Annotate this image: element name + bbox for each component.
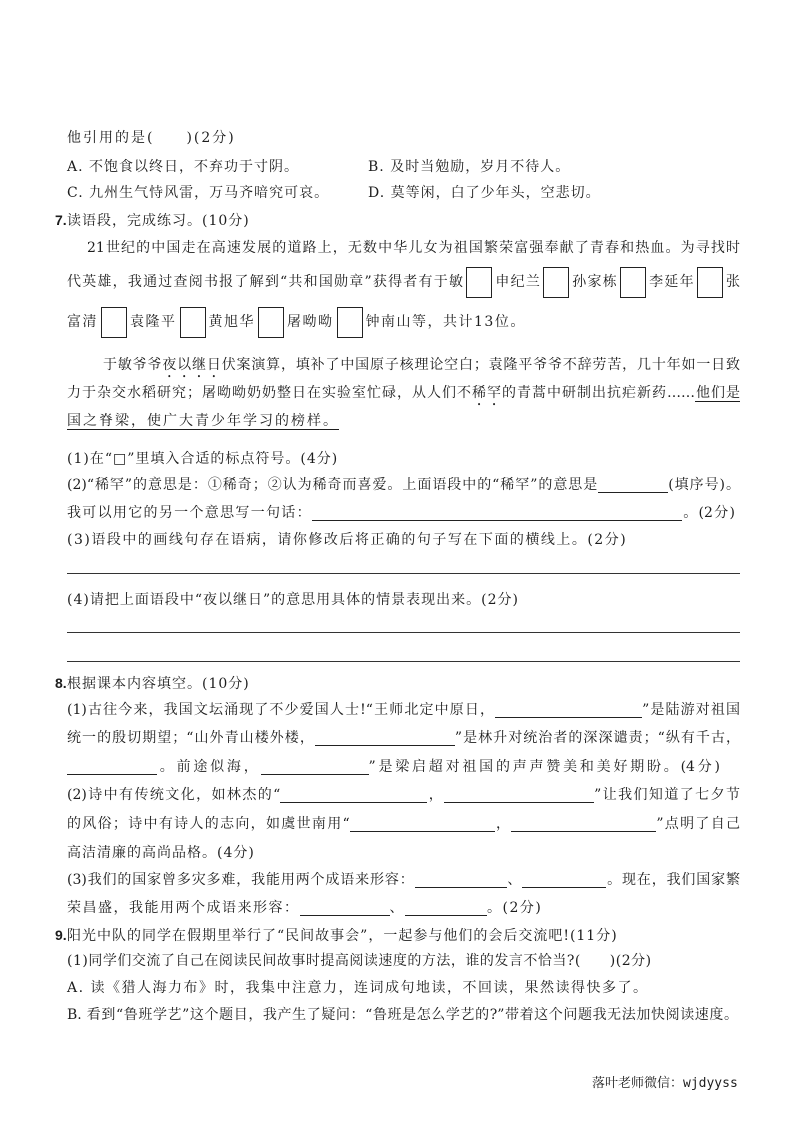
q8-text: ”是梁启超对祖国的声声赞美和美好期盼。(4分)	[368, 759, 720, 775]
punctuation-box-1[interactable]	[466, 267, 492, 298]
answer-line[interactable]	[67, 632, 740, 633]
q8-text: 、	[506, 872, 523, 888]
q9-sub1-stem: (1)同学们交流了自己在阅读民间故事时提高阅读速度的方法，谁的发言不恰当?( )(2分)	[67, 953, 652, 969]
q8-text: 的风俗；诗中有诗人的志向，如虞世南用“	[67, 816, 350, 832]
passage-name: 李延年	[647, 274, 695, 290]
q8-sub1-line3	[67, 757, 720, 777]
q7-sub2-text: (填序号)。	[668, 477, 740, 493]
answer-blank[interactable]	[261, 760, 369, 775]
q8-text: 。前途似海，	[157, 759, 261, 775]
q8-number: 8.	[55, 675, 67, 691]
passage-name: 屠呦呦	[287, 314, 334, 330]
q7-number: 7.	[55, 212, 67, 228]
q7-heading	[55, 210, 250, 230]
q8-title: 根据课本内容填空。(10分)	[67, 676, 250, 692]
answer-blank[interactable]	[67, 760, 157, 775]
passage-text: 力于杂交水稻研究；屠呦呦奶奶整日在实验室忙碌，从人们不	[67, 385, 472, 401]
passage-p1-line2	[67, 266, 740, 298]
passage-text: 的青蒿中研制出抗疟新药……	[502, 385, 695, 401]
punctuation-box-8[interactable]	[337, 307, 363, 338]
q8-text: 统一的殷切期望；“山外青山楼外楼，	[67, 730, 315, 746]
q9-title: 阳光中队的同学在假期里举行了“民间故事会”，一起参与他们的会后交流吧!(11分)	[67, 928, 618, 944]
punctuation-box-6[interactable]	[180, 307, 206, 338]
punctuation-box-2[interactable]	[543, 267, 569, 298]
passage-p2-line1	[103, 355, 740, 375]
underlined-sentence-end: 国之脊梁，使广大青少年学习的榜样。	[67, 413, 339, 429]
punctuation-box-4[interactable]	[697, 267, 723, 298]
q6-option-c: C. 九州生气恃风雷，万马齐喑究可哀。	[67, 185, 330, 201]
q7-sub2-line2	[67, 503, 735, 523]
q9-option-a: A. 读《猎人海力布》时，我集中注意力，连词成句地读，不回读，果然读得快多了。	[67, 980, 649, 996]
q8-text: (2)诗中有传统文化，如林杰的“	[67, 787, 281, 803]
q7-sub1: (1)在“□”里填入合适的标点符号。(4分)	[67, 451, 339, 467]
passage-name: 孙家栋	[571, 274, 618, 290]
punctuation-box-5[interactable]	[101, 307, 127, 338]
q6-option-a: A. 不饱食以终日，不弃功于寸阴。	[67, 159, 300, 175]
passage-p2-line3	[67, 411, 339, 431]
q6-option-d: D. 莫等闲，白了少年头，空悲切。	[368, 185, 601, 201]
q8-sub3-line1	[67, 870, 740, 890]
q9-option-b: B. 看到“鲁班学艺”这个题目，我产生了疑问：“鲁班是怎么学艺的?”带着这个问题我无法加快阅读速度。	[67, 1007, 738, 1023]
q8-text: ”是陆游对祖国	[642, 702, 740, 718]
passage-text: 伏案演算，填补了中国原子核理论空白；袁隆平爷爷不辞劳苦，几十年如一日致	[221, 357, 741, 373]
passage-name: 申纪兰	[494, 274, 542, 290]
q8-text: ”点明了自己	[656, 816, 741, 832]
answer-blank[interactable]	[405, 901, 487, 916]
q8-sub2-line2	[67, 814, 740, 834]
q7-sub2-text: (2)“稀罕”的意思是：①稀奇；②认为稀奇而喜爱。上面语段中的“稀罕”的意思是	[67, 477, 599, 493]
q8-text: 、	[389, 900, 405, 916]
passage-text: 于敏爷爷	[103, 357, 163, 373]
answer-blank[interactable]	[598, 478, 668, 493]
answer-blank[interactable]	[315, 731, 455, 746]
answer-blank[interactable]	[444, 788, 594, 803]
passage-name: 富清	[67, 314, 98, 330]
answer-blank[interactable]	[280, 788, 427, 803]
q8-text: (3)我们的国家曾多灾多难，我能用两个成语来形容：	[67, 872, 415, 888]
q7-sub2-text: 我可以用它的另一个意思写一句话：	[67, 505, 312, 521]
q8-text: ”让我们知道了七夕节	[594, 787, 740, 803]
q7-sub4: (4)请把上面语段中“夜以继日”的意思用具体的情景表现出来。(2分)	[67, 592, 519, 608]
q7-sub2-text: 。(2分)	[681, 505, 735, 521]
q8-text: (1)古往今来，我国文坛涌现了不少爱国人士!“王师北定中原日，	[67, 702, 496, 718]
answer-line[interactable]	[67, 573, 740, 574]
q7-sub3: (3)语段中的画线句存在语病，请你修改后将正确的句子写在下面的横线上。(2分)	[67, 532, 628, 548]
q9-heading	[55, 925, 618, 945]
answer-blank[interactable]	[511, 817, 656, 832]
answer-blank[interactable]	[300, 901, 390, 916]
q8-text: 。现在，我们国家繁	[606, 872, 740, 888]
q8-text: ，	[427, 787, 445, 803]
passage-text: 代英雄，我通过查阅书报了解到“共和国勋章”获得者有于敏	[67, 274, 465, 290]
q8-sub3-line2	[67, 898, 542, 918]
dotted-phrase: 夜以继日	[162, 357, 222, 373]
answer-blank[interactable]	[415, 873, 507, 888]
dotted-word: 稀罕	[472, 385, 502, 401]
punctuation-box-3[interactable]	[620, 267, 646, 298]
passage-text: 钟南山等，共计13位。	[365, 314, 526, 330]
passage-p2-line2	[67, 383, 740, 403]
passage-name: 张	[724, 274, 741, 290]
q7-sub2-line1	[67, 475, 740, 495]
passage-p1-line3	[67, 306, 526, 338]
q8-sub1-line1	[67, 700, 740, 720]
answer-blank[interactable]	[350, 817, 495, 832]
answer-blank[interactable]	[522, 873, 606, 888]
q8-sub1-line2	[67, 728, 740, 748]
q8-text: 。(2分)	[487, 900, 543, 916]
q9-number: 9.	[55, 927, 67, 943]
q8-text: ”是林升对统治者的深深谴责；“纵有千古，	[454, 730, 740, 746]
answer-blank[interactable]	[312, 506, 682, 521]
passage-p1-line1: 21世纪的中国走在高速发展的道路上，无数中华儿女为祖国繁荣富强奉献了青春和热血。为寻找时	[87, 240, 740, 256]
q8-sub2-line3: 高洁清廉的高尚品格。(4分)	[67, 845, 255, 861]
q8-text: 荣昌盛，我能用两个成语来形容：	[67, 900, 300, 916]
q6-option-b: B. 及时当勉励，岁月不待人。	[368, 159, 571, 175]
passage-name: 袁隆平	[130, 314, 177, 330]
answer-blank[interactable]	[495, 703, 642, 718]
passage-name: 黄旭华	[208, 314, 255, 330]
q8-text: ，	[494, 816, 512, 832]
q6-stem: 他引用的是( )(2分)	[67, 130, 236, 146]
q7-title: 读语段，完成练习。(10分)	[67, 213, 250, 229]
q8-sub2-line1	[67, 785, 740, 805]
q8-heading	[55, 673, 250, 693]
answer-line[interactable]	[67, 661, 740, 662]
punctuation-box-7[interactable]	[258, 307, 284, 338]
footer-contact: 落叶老师微信：wjdyyss	[592, 1076, 738, 1091]
underlined-sentence-start: 他们是	[695, 385, 740, 401]
